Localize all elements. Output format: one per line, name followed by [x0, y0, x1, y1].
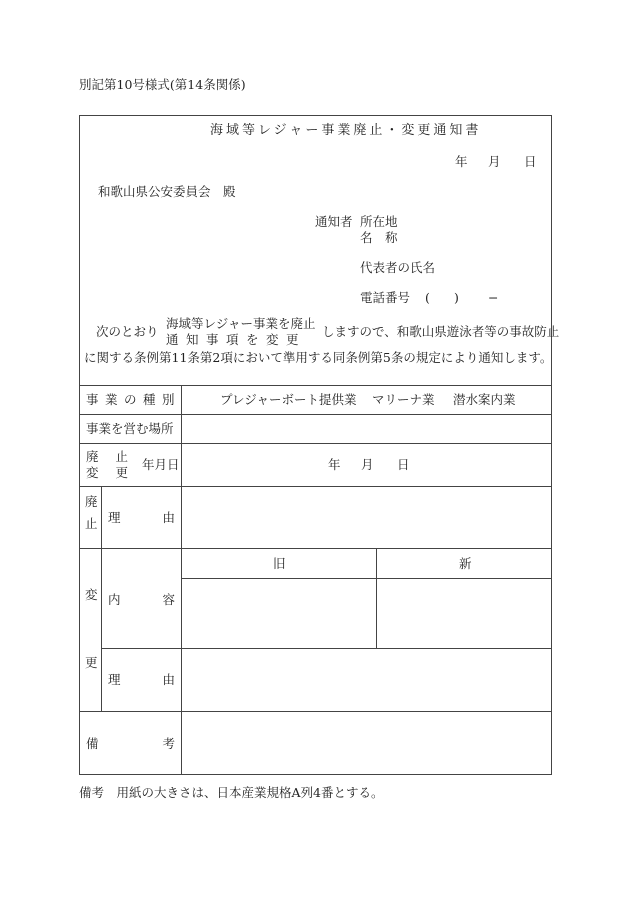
body-option-change: 通知事項を変更	[166, 332, 307, 347]
column-line	[181, 385, 182, 775]
change-section-char: 更	[85, 655, 98, 670]
row-line	[79, 711, 552, 712]
phone-dash: −	[488, 290, 499, 305]
body-option-abolish: 海域等レジャー事業を廃止	[166, 316, 316, 331]
date-cell-year: 年	[328, 457, 341, 472]
date-cell-month: 月	[361, 457, 374, 472]
ymd-label: 年月日	[142, 457, 180, 472]
date-month: 月	[488, 154, 501, 169]
row-line	[79, 548, 552, 549]
abolish-reason-label: 理由	[108, 510, 218, 525]
business-place-label: 事業を営む場所	[86, 421, 174, 436]
notifier-phone-label: 電話番号	[360, 290, 411, 305]
new-header: 新	[459, 556, 472, 571]
notifier-address-label: 所在地	[360, 214, 398, 229]
row-line	[79, 414, 552, 415]
addressee: 和歌山県公安委員会 殿	[98, 184, 236, 199]
phone-paren-open: (	[425, 290, 430, 305]
abolish-section-char: 廃	[85, 494, 98, 509]
business-type-label: 事業の種別	[86, 392, 182, 407]
column-line	[376, 548, 377, 648]
row-line	[101, 648, 552, 649]
body-line2: に関する条例第11条第2項において準用する同条例第5条の規定により通知します。	[84, 350, 553, 365]
abolish-label: 廃止	[86, 449, 146, 464]
remarks-label: 備考	[86, 736, 240, 751]
body-prefix: 次のとおり	[96, 324, 159, 339]
notifier-label: 通知者	[315, 214, 353, 229]
business-type-option: マリーナ業	[372, 392, 435, 407]
date-year: 年	[455, 154, 468, 169]
row-line	[79, 486, 552, 487]
form-number-label: 別記第10号様式(第14条関係)	[79, 77, 246, 92]
abolish-section-char: 止	[85, 516, 98, 531]
change-section-char: 変	[85, 587, 98, 602]
change-reason-label: 理由	[108, 672, 218, 687]
phone-paren-close: )	[454, 290, 459, 305]
column-line	[101, 486, 102, 711]
change-label: 変更	[86, 465, 146, 480]
business-type-option: プレジャーボート提供業	[220, 392, 357, 407]
date-cell-day: 日	[397, 457, 410, 472]
business-type-option: 潜水案内業	[453, 392, 516, 407]
footnote: 備考 用紙の大きさは、日本産業規格A列4番とする。	[79, 785, 384, 800]
row-line	[79, 443, 552, 444]
form-title: 海域等レジャー事業廃止・変更通知書	[210, 123, 482, 138]
row-line	[79, 385, 552, 386]
old-header: 旧	[273, 556, 286, 571]
notifier-representative-label: 代表者の氏名	[360, 260, 436, 275]
change-content-label: 内容	[108, 592, 218, 607]
body-suffix: しますので、和歌山県遊泳者等の事故防止	[322, 324, 560, 339]
date-day: 日	[524, 154, 537, 169]
row-line	[181, 578, 552, 579]
notifier-name-label: 名 称	[360, 230, 398, 245]
